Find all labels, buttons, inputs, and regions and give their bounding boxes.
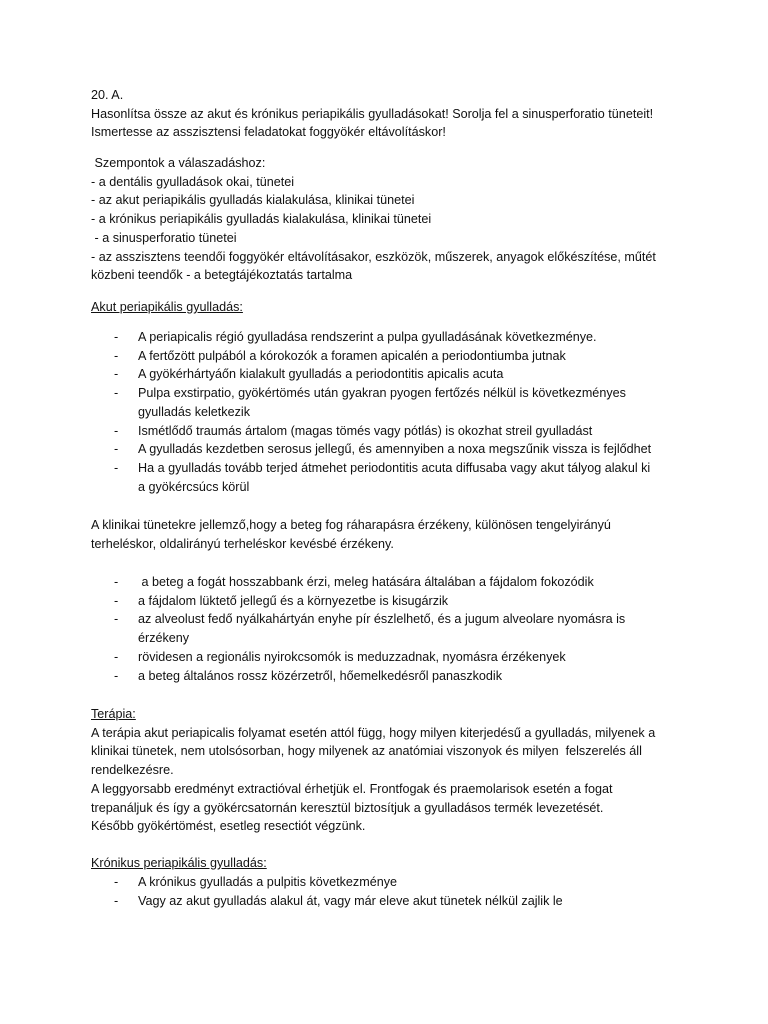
criteria-title: Szempontok a válaszadáshoz: xyxy=(91,156,266,170)
paragraph-line: Később gyökértömést, esetleg resectiót végzünk. xyxy=(91,819,366,834)
therapy-section xyxy=(91,705,691,836)
acute-heading: Akut periapikális gyulladás: xyxy=(91,300,243,314)
list-item xyxy=(91,892,691,911)
dash-marker: - xyxy=(114,649,119,664)
list-item-text: a fájdalom lüktető jellegű és a környezetbe is kisugárzik xyxy=(138,593,449,608)
list-item-text: a beteg általános rossz közérzetről, hőemelkedésről panaszkodik xyxy=(138,668,503,683)
chronic-section-heading xyxy=(91,854,691,873)
list-item-text: Ismétlődő traumás ártalom (magas tömés vagy pótlás) is okozhat streil gyulladást xyxy=(138,423,593,438)
list-item-text: rövidesen a regionális nyirokcsomók is meduzzadnak, nyomásra érzékenyek xyxy=(138,649,566,664)
list-item xyxy=(91,347,691,366)
chronic-heading: Krónikus periapikális gyulladás: xyxy=(91,856,267,870)
list-item xyxy=(91,328,691,347)
paragraph-line: A klinikai tünetekre jellemző,hogy a beteg fog ráharapásra érzékeny, különösen tengelyirányú xyxy=(91,518,611,532)
list-item-text: a gyökércsúcs körül xyxy=(138,479,250,494)
chronic-bullet-list xyxy=(91,873,691,910)
paragraph-line: terheléskor, oldalirányú terheléskor kevésbé érzékeny. xyxy=(91,536,394,551)
dash-marker: - xyxy=(114,348,119,363)
list-item xyxy=(91,422,691,441)
list-item-text: A gyökérhártyáőn kialakult gyulladás a periodontitis apicalis acuta xyxy=(138,367,504,382)
list-item-text: érzékeny xyxy=(138,631,190,646)
list-item-text: A fertőzött pulpából a kórokozók a foramen apicalén a periodontiumba jutnak xyxy=(138,348,566,363)
dash-marker: - xyxy=(114,875,119,889)
therapy-heading: Terápia: xyxy=(91,707,136,721)
criteria-line: közbeni teendők - a betegtájékoztatás tartalma xyxy=(91,268,353,283)
dash-marker: - xyxy=(114,593,119,608)
paragraph-line: rendelkezésre. xyxy=(91,763,174,778)
dash-marker: - xyxy=(114,367,119,382)
criteria-line: - az akut periapikális gyulladás kialakulása, klinikai tünetei xyxy=(91,193,415,208)
task-line: Ismertesse az asszisztensi feladatokat foggyökér eltávolításkor! xyxy=(91,125,446,140)
list-item-text: a beteg a fogát hosszabbank érzi, meleg hatására általában a fájdalom fokozódik xyxy=(138,575,594,589)
list-item xyxy=(91,365,691,384)
dash-marker: - xyxy=(114,442,119,457)
dash-marker: - xyxy=(114,612,119,627)
list-item xyxy=(91,573,691,592)
list-item-text: az alveolust fedő nyálkahártyán enyhe pír észlelhető, és a jugum alveolare nyomásra is xyxy=(138,612,626,627)
task-number: 20. A. xyxy=(91,88,124,102)
list-item xyxy=(91,667,691,686)
task-line: Hasonlítsa össze az akut és krónikus periapikális gyulladásokat! Sorolja fel a sinusperforatio tüneteit! xyxy=(91,106,654,121)
list-item xyxy=(91,648,691,667)
list-item-text: A periapicalis régió gyulladása rendszerint a pulpa gyulladásának következménye. xyxy=(138,330,597,344)
dash-marker: - xyxy=(114,423,119,438)
dash-marker: - xyxy=(114,330,119,344)
paragraph-line: trepanáljuk és így a gyökércsatornán keresztül biztosítjuk a gyulladásos termék levezetését. xyxy=(91,800,604,815)
list-item xyxy=(91,610,691,647)
list-item xyxy=(91,384,691,421)
list-item xyxy=(91,459,691,496)
criteria-line: - a sinusperforatio tünetei xyxy=(91,230,237,245)
task-header xyxy=(91,86,691,142)
list-item-text: A gyulladás kezdetben serosus jellegű, és amennyiben a noxa megszűnik vissza is fejlődhet xyxy=(138,442,652,457)
criteria-line: - a dentális gyulladások okai, tünetei xyxy=(91,174,295,189)
list-item-text: gyulladás keletkezik xyxy=(138,404,251,419)
paragraph-line: A terápia akut periapicalis folyamat esetén attól függ, hogy milyen kiterjedésű a gyulladás, milyenek a xyxy=(91,725,656,740)
list-item xyxy=(91,440,691,459)
clinical-paragraph xyxy=(91,516,691,553)
dash-marker: - xyxy=(114,575,119,589)
list-item-text: Ha a gyulladás tovább terjed átmehet periodontitis acuta diffusaba vagy akut tályog alakul ki xyxy=(138,460,651,475)
paragraph-line: klinikai tünetek, nem utolsósorban, hogy milyenek az anatómiai viszonyok és milyen felszerelés áll xyxy=(91,744,642,759)
dash-marker: - xyxy=(114,893,119,908)
list-item xyxy=(91,873,691,892)
list-item-text: Vagy az akut gyulladás alakul át, vagy már eleve akut tünetek nélkül zajlik le xyxy=(138,893,563,908)
criteria-line: - az asszisztens teendői foggyökér eltávolításakor, eszközök, műszerek, anyagok előkészítése, műtét xyxy=(91,249,656,264)
acute-section-heading xyxy=(91,298,691,317)
list-item xyxy=(91,592,691,611)
list-item-text: A krónikus gyulladás a pulpitis következménye xyxy=(138,875,398,889)
dash-marker: - xyxy=(114,386,119,401)
acute-bullet-list xyxy=(91,328,691,496)
criteria-line: - a krónikus periapikális gyulladás kialakulása, klinikai tünetei xyxy=(91,212,432,227)
dash-marker: - xyxy=(114,668,119,683)
symptom-bullet-list xyxy=(91,573,691,685)
dash-marker: - xyxy=(114,460,119,475)
list-item-text: Pulpa exstirpatio, gyökértömés után gyakran pyogen fertőzés nélkül is következményes xyxy=(138,386,626,401)
criteria-section xyxy=(91,154,691,285)
paragraph-line: A leggyorsabb eredményt extractióval érhetjük el. Frontfogak és praemolarisok esetén a fogat xyxy=(91,781,613,796)
